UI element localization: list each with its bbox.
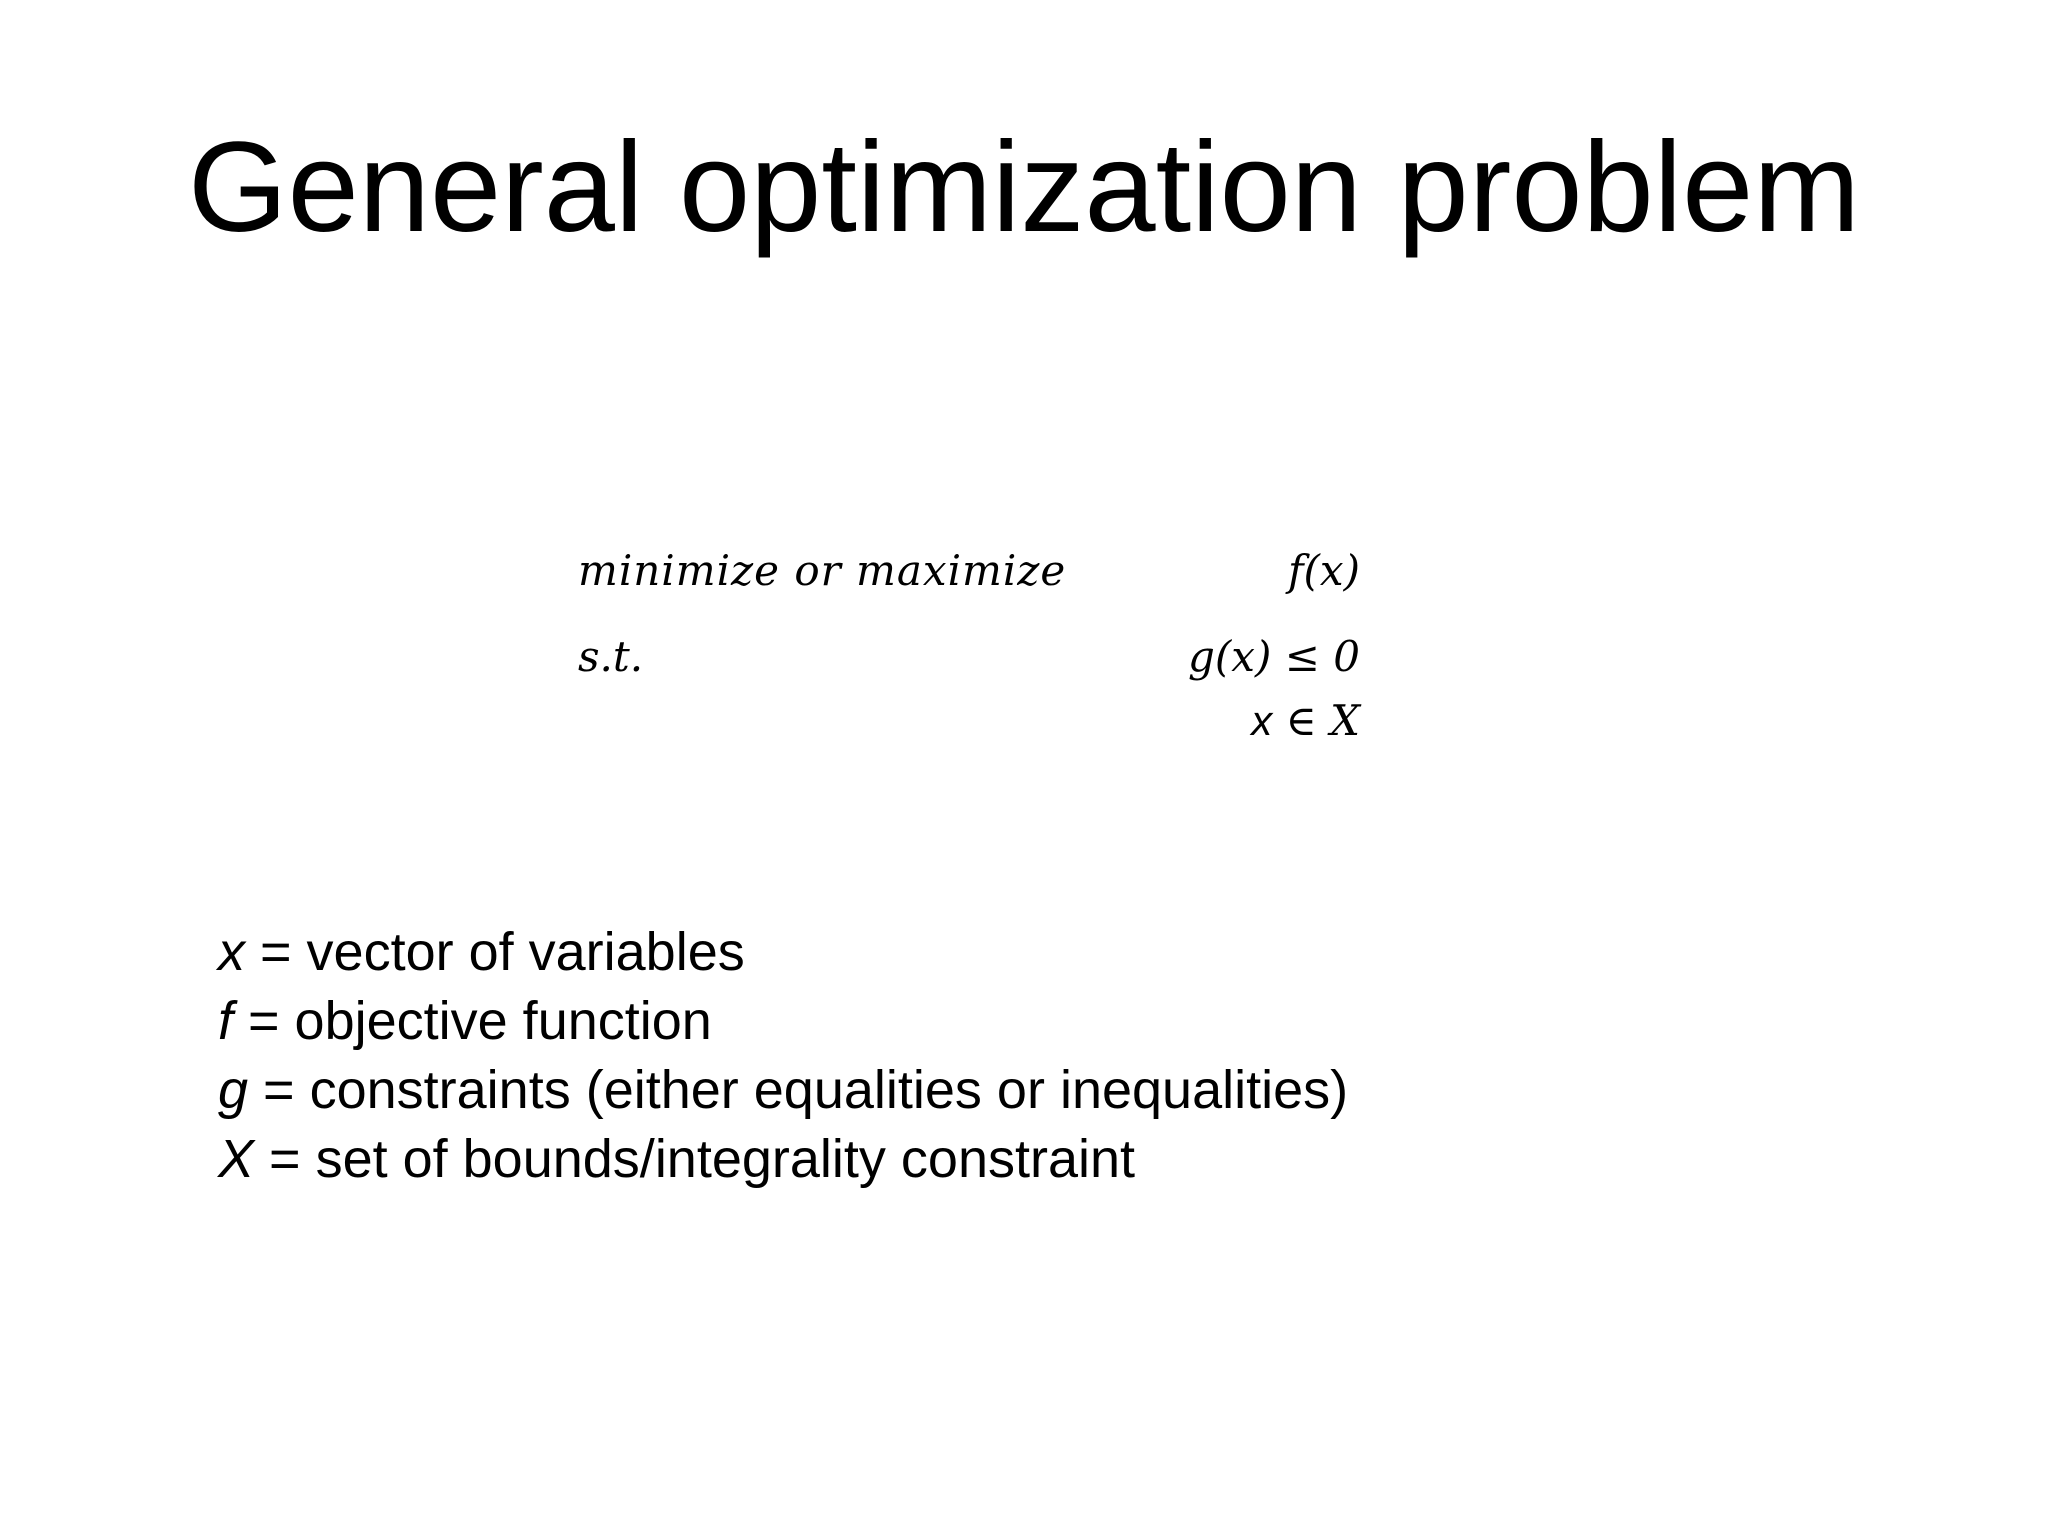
- definition-text: = objective function: [233, 991, 712, 1051]
- definition-symbol: x: [218, 922, 245, 982]
- definition-x: [218, 918, 1348, 987]
- definition-symbol: X: [218, 1129, 255, 1189]
- subject-to-label: s.t.: [578, 632, 644, 681]
- definition-f: [218, 987, 1348, 1056]
- objective-expression: f(x): [1287, 546, 1360, 595]
- domain-set: X: [1330, 696, 1360, 745]
- domain-expression: [1251, 696, 1360, 745]
- element-of-symbol: ∈: [1272, 696, 1331, 745]
- definition-X: [218, 1125, 1348, 1194]
- definition-symbol: f: [218, 991, 234, 1051]
- slide-title: General optimization problem: [188, 116, 1860, 259]
- definition-text: = constraints (either equalities or inequalities): [248, 1060, 1349, 1120]
- definition-symbol: g: [218, 1060, 249, 1120]
- domain-variable: x: [1251, 697, 1273, 744]
- objective-label: minimize or maximize: [578, 546, 1067, 595]
- definition-g: [218, 1056, 1348, 1125]
- definitions-list: [218, 918, 1348, 1194]
- definition-text: = vector of variables: [245, 922, 745, 982]
- definition-text: = set of bounds/integrality constraint: [254, 1129, 1136, 1189]
- constraint-expression: g(x) ≤ 0: [1188, 632, 1360, 681]
